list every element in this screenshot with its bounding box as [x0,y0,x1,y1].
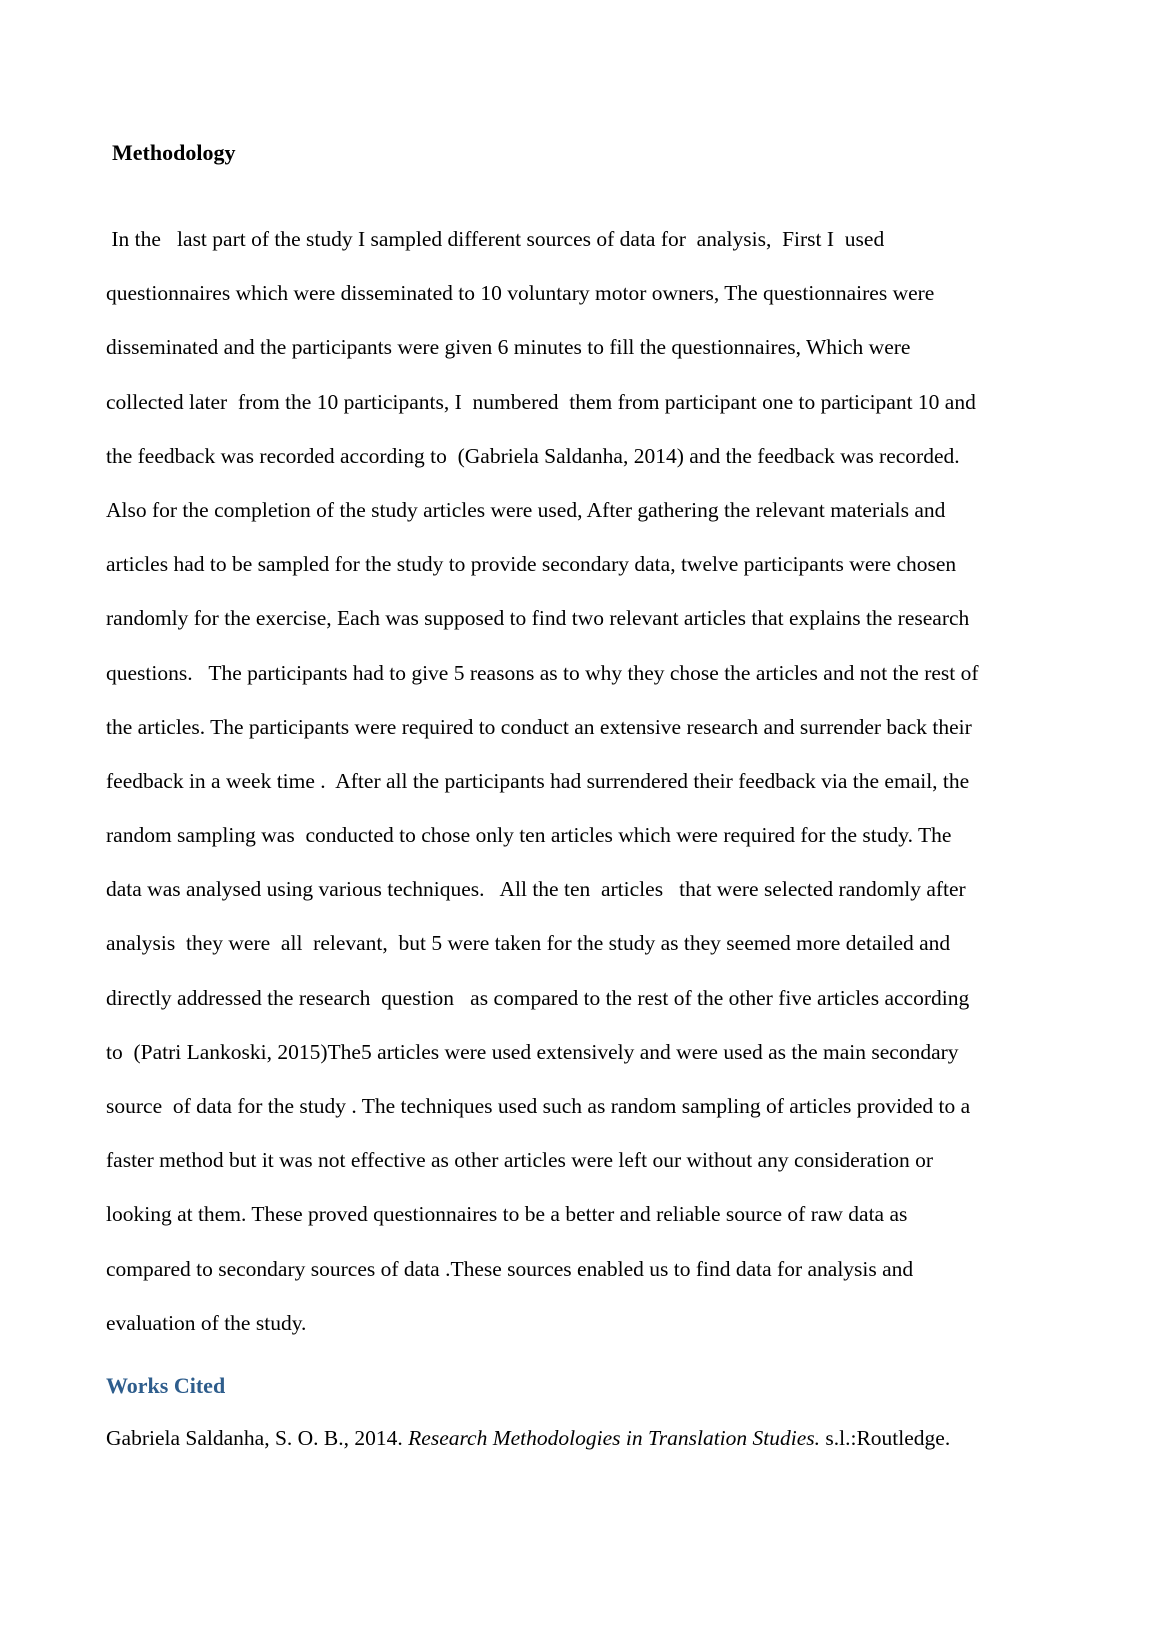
citation-publisher: s.l.:Routledge. [820,1426,951,1450]
body-line: evaluation of the study. [106,1310,307,1335]
body-line: analysis they were all relevant, but 5 were taken for the study as they seemed more detailed and [106,931,951,956]
body-line: directly addressed the research question as compared to the rest of the other five articles according [106,985,970,1010]
body-line: questionnaires which were disseminated to 10 voluntary motor owners, The questionnaires were [106,281,935,306]
body-line: articles had to be sampled for the study to provide secondary data, twelve participants were chosen [106,552,957,577]
body-line: random sampling was conducted to chose only ten articles which were required for the study. The [106,823,952,848]
body-line: looking at them. These proved questionnaires to be a better and reliable source of raw data as [106,1202,908,1227]
body-line: compared to secondary sources of data .These sources enabled us to find data for analysis and [106,1256,914,1281]
section-heading: Methodology [112,140,236,165]
body-line: faster method but it was not effective as other articles were left our without any consideration or [106,1148,934,1173]
body-line: disseminated and the participants were given 6 minutes to fill the questionnaires, Which were [106,335,911,360]
citation-title: Research Methodologies in Translation Studies. [408,1426,821,1450]
body-line: Also for the completion of the study articles were used, After gathering the relevant materials and [106,497,946,522]
body-line: source of data for the study . The techniques used such as random sampling of articles provided to a [106,1094,971,1118]
citation-authors: Gabriela Saldanha, S. O. B., 2014. [106,1426,409,1450]
works-cited-heading: Works Cited [106,1373,226,1398]
body-line: the feedback was recorded according to (Gabriela Saldanha, 2014) and the feedback was recorded. [106,443,960,468]
body-line: to (Patri Lankoski, 2015)The5 articles were used extensively and were used as the main secondary [106,1039,959,1064]
body-line: randomly for the exercise, Each was supposed to find two relevant articles that explains the research [106,606,970,631]
body-line: collected later from the 10 participants, I numbered them from participant one to participant 10 and [106,389,976,414]
body-paragraph [106,212,1106,1350]
body-line: questions. The participants had to give 5 reasons as to why they chose the articles and not the rest of [106,660,979,685]
body-line: feedback in a week time . After all the participants had surrendered their feedback via the email, the [106,768,970,793]
body-line: In the last part of the study I sampled different sources of data for analysis, First I used [106,227,885,251]
citation-entry [106,1424,950,1452]
body-line: the articles. The participants were required to conduct an extensive research and surrender back their [106,714,972,739]
body-line: data was analysed using various techniques. All the ten articles that were selected randomly after [106,877,966,902]
